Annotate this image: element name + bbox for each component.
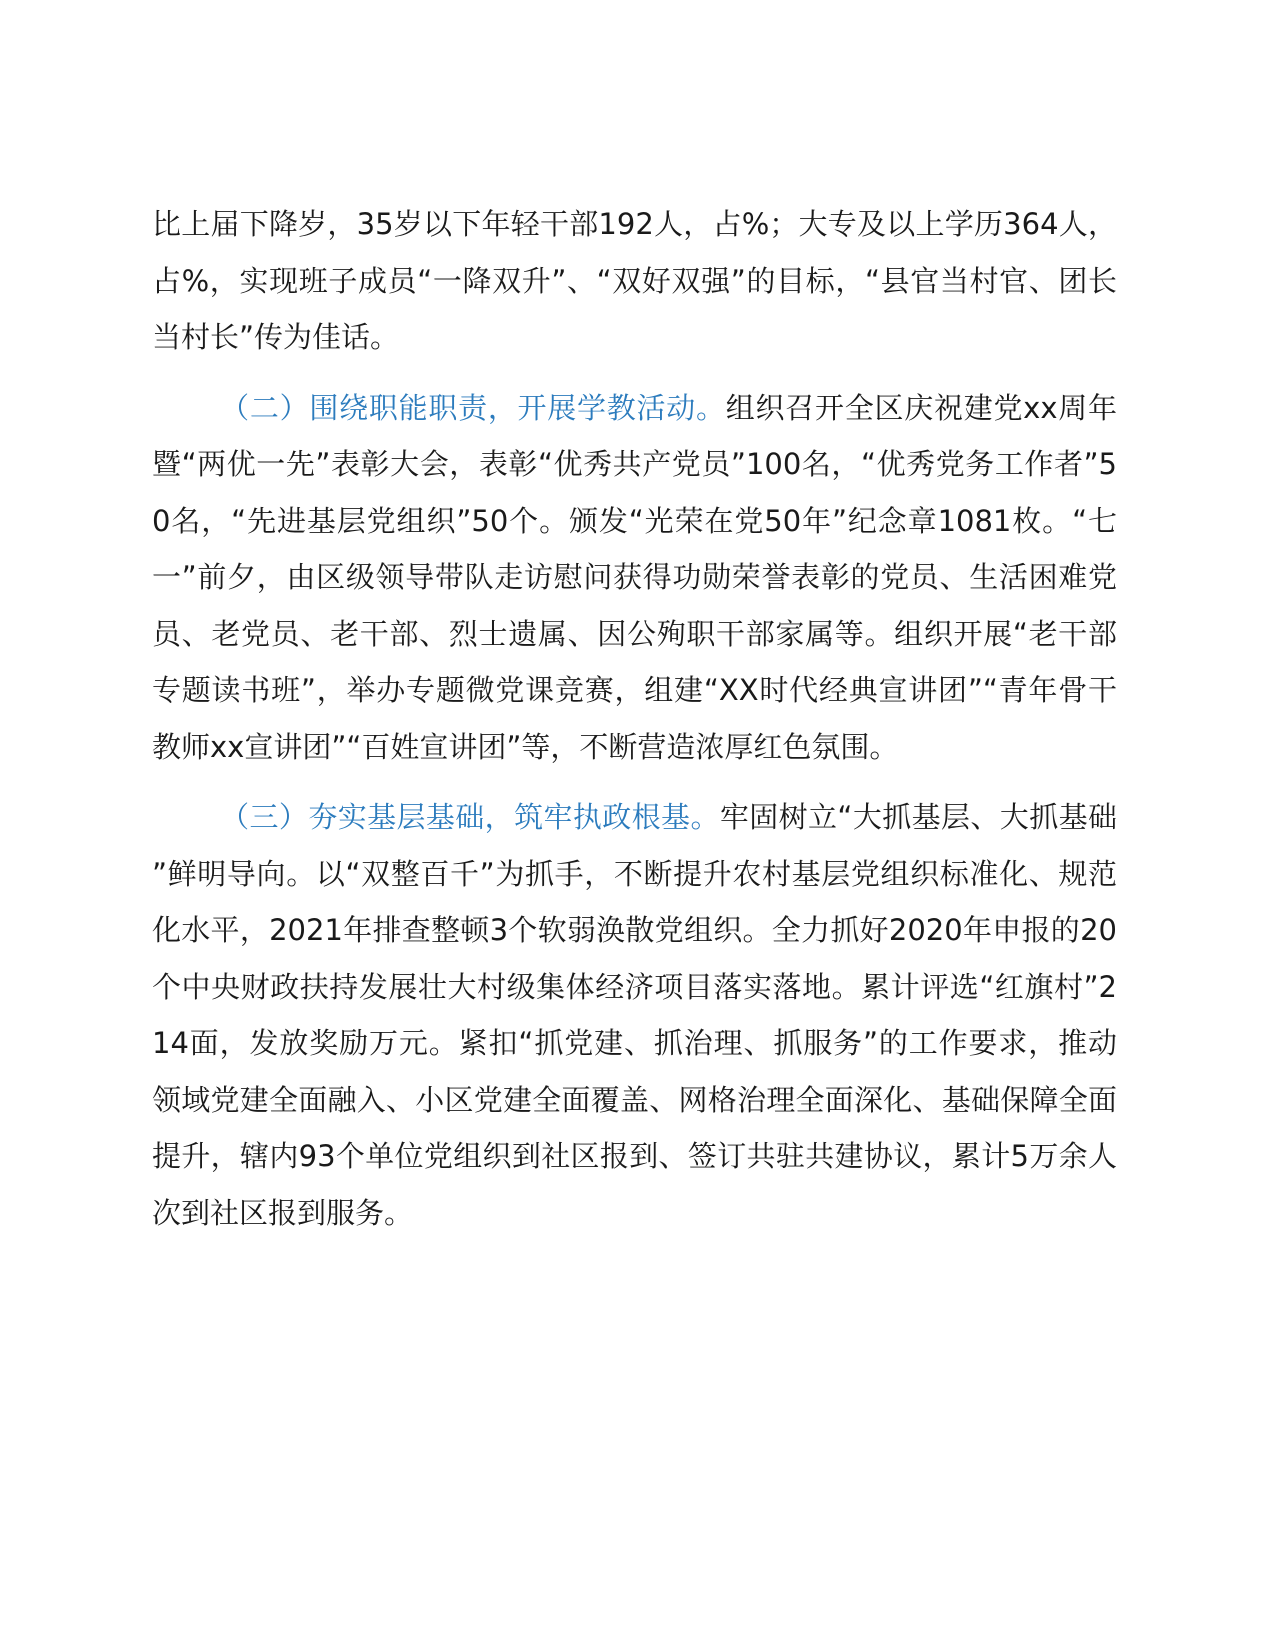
paragraph-continuation [152,196,1117,366]
paragraph-text: 牢固树立“大抓基层、大抓基础”鲜明导向。以“双整百千”为抓手，不断提升农村基层党组织标准化、规范化水平，2021年排查整顿3个软弱涣散党组织。全力抓好2020年申报的20个中央财政扶持发展壮大村级集体经济项目落实落地。累计评选“红旗村”214面，发放奖励万元。紧扣“抓党建、抓治理、抓服务”的工作要求，推动领域党建全面融入、小区党建全面覆盖、网格治理全面深化、基础保障全面提升，辖内93个单位党组织到社区报到、签订共驻共建协议，累计5万余人次到社区报到服务。 [152,800,1117,1230]
section-heading: （二）围绕职能职责，开展学教活动。 [220,390,726,425]
paragraph-text: 比上届下降岁，35岁以下年轻干部192人，占%；大专及以上学历364人，占%，实现班子成员“一降双升”、“双好双强”的目标，“县官当村官、团长当村长”传为佳话。 [152,207,1117,354]
section-heading: （三）夯实基层基础，筑牢执政根基。 [220,800,720,834]
document-body [152,196,1117,1255]
paragraph-section-3 [152,789,1117,1241]
paragraph-section-2 [152,380,1117,776]
paragraph-text: 组织召开全区庆祝建党xx周年暨“两优一先”表彰大会，表彰“优秀共产党员”100名，“优秀党务工作者”50名，“先进基层党组织”50个。颁发“光荣在党50年”纪念章1081枚。“七一”前夕，由区级领导带队走访慰问获得功勋荣誉表彰的党员、生活困难党员、老党员、老干部、烈士遗属、因公殉职干部家属等。组织开展“老干部专题读书班”，举办专题微党课竞赛，组建“XX时代经典宣讲团”“青年骨干教师xx宣讲团”“百姓宣讲团”等，不断营造浓厚红色氛围。 [152,390,1117,764]
